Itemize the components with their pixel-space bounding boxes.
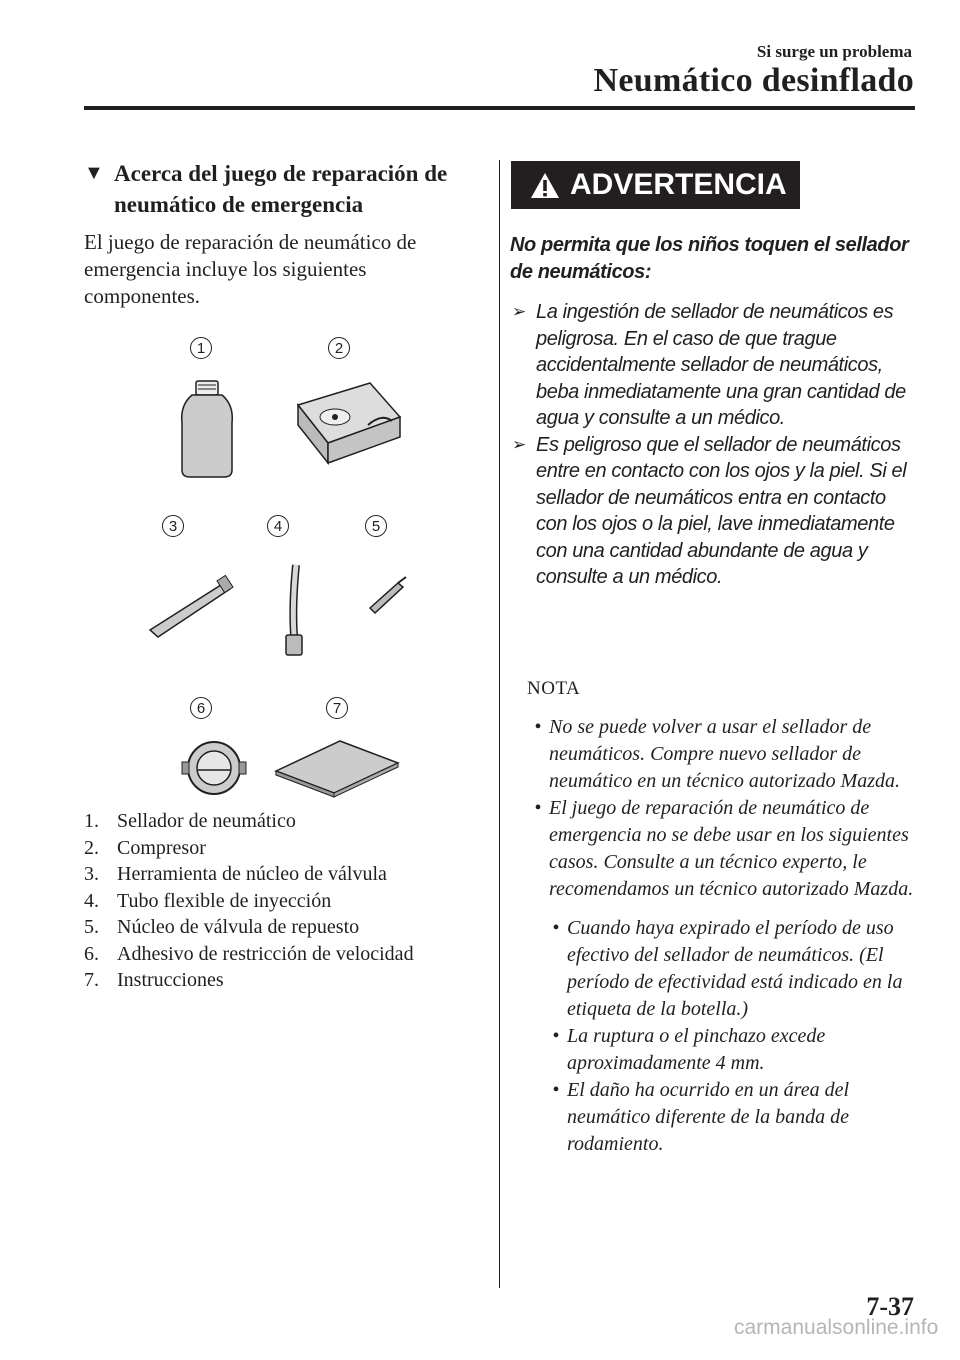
speed-sticker-icon [182, 742, 246, 794]
list-item: • El daño ha ocurrido en un área del neumático diferente de la banda de rodamiento. [545, 1077, 927, 1158]
parts-list [84, 808, 484, 994]
warning-list [510, 299, 920, 591]
arrow-bullet-icon: ➢ [512, 434, 526, 454]
list-item: 4. Tubo flexible de inyección [84, 889, 332, 912]
header-rule [84, 106, 915, 110]
section-heading-line1: Acerca del juego de reparación de [114, 161, 448, 186]
callout-5: 5 [365, 515, 387, 537]
triangle-marker-icon: ▼ [84, 162, 104, 184]
arrow-bullet-icon: ➢ [512, 302, 526, 321]
list-item: 7. Instrucciones [84, 969, 224, 991]
callout-3: 3 [162, 515, 184, 537]
callout-7: 7 [326, 697, 348, 719]
components-illustration [120, 325, 440, 800]
spare-valve-core-icon [370, 577, 406, 613]
sealant-bottle-icon [182, 381, 233, 477]
warning-lead: No permita que los niños toquen el sellador de neumáticos: [510, 234, 909, 283]
list-item: ➢ La ingestión de sellador de neumáticos es peligrosa. En el caso de que trague accidentalmente sellador de neumáticos, beba inmediatamente una gran cantidad de agua y consulte a un médico. [510, 299, 920, 432]
header-subtitle: Si surge un problema [756, 42, 912, 61]
column-divider [499, 160, 500, 1288]
page-title: Neumático desinflado [593, 62, 914, 99]
list-item: • Cuando haya expirado el período de uso efectivo del sellador de neumáticos. (El período de efectividad está indicado en la etiqueta de la botella.) [545, 915, 927, 1023]
left-column [84, 158, 484, 310]
callout-4: 4 [267, 515, 289, 537]
list-item: 3. Herramienta de núcleo de válvula [84, 863, 387, 885]
injection-hose-icon [286, 565, 302, 655]
warning-body [510, 232, 920, 591]
compressor-icon [298, 383, 400, 463]
watermark-text: carmanualsonline.info [734, 1316, 939, 1339]
page-number: 7-37 [866, 1292, 914, 1321]
callout-2: 2 [328, 337, 350, 359]
notes-list [527, 714, 927, 1158]
warning-title: ADVERTENCIA [570, 168, 787, 201]
components-figure [120, 325, 440, 800]
bullet-icon: • [534, 716, 542, 738]
list-item: 5. Núcleo de válvula de repuesto [84, 916, 360, 938]
valve-core-tool-icon [150, 575, 233, 637]
bullet-icon: • [552, 1025, 560, 1047]
bullet-icon: • [552, 1079, 560, 1101]
section-heading-line2: neumático de emergencia [114, 192, 364, 217]
bullet-icon: • [534, 797, 542, 819]
warning-icon [530, 172, 560, 199]
list-item: ➢ Es peligroso que el sellador de neumáticos entre en contacto con los ojos y la piel. Si el sellador de neumáticos entra en contacto con los ojos o la piel, lave inmediatamente con una cantidad abundante de agua y consulte a un médico. [510, 432, 920, 591]
list-item: 1. Sellador de neumático [84, 810, 296, 832]
callout-1: 1 [190, 337, 212, 359]
bullet-icon: • [552, 917, 560, 939]
sub-notes-list [545, 915, 927, 1158]
instructions-booklet-icon [276, 741, 398, 797]
list-item: • El juego de reparación de neumático de emergencia no se debe usar en los siguientes casos. Consulte a un técnico experto, le recomendamos un técnico autorizado Mazda. • Cuando haya expirado el período de uso efectivo del sellador de neumáticos. (El período de efectividad está indicado en la etiqueta de la botella.) • La ruptura o el pinchazo excede aproximadamente 4 mm. • El daño ha ocurrido en un área del neumático diferente de la banda de rodamiento. [527, 795, 927, 1158]
section-heading [84, 158, 484, 220]
list-item: • La ruptura o el pinchazo excede aproximadamente 4 mm. [545, 1023, 927, 1077]
warning-banner [511, 161, 800, 209]
callout-6: 6 [190, 697, 212, 719]
list-item: 2. Compresor [84, 836, 206, 859]
intro-paragraph: El juego de reparación de neumático de emergencia incluye los siguientes componentes. [84, 230, 417, 308]
list-item: 6. Adhesivo de restricción de velocidad [84, 942, 414, 965]
list-item: • No se puede volver a usar el sellador de neumáticos. Compre nuevo sellador de neumático en un técnico autorizado Mazda. [527, 714, 927, 795]
note-heading: NOTA [527, 678, 581, 699]
